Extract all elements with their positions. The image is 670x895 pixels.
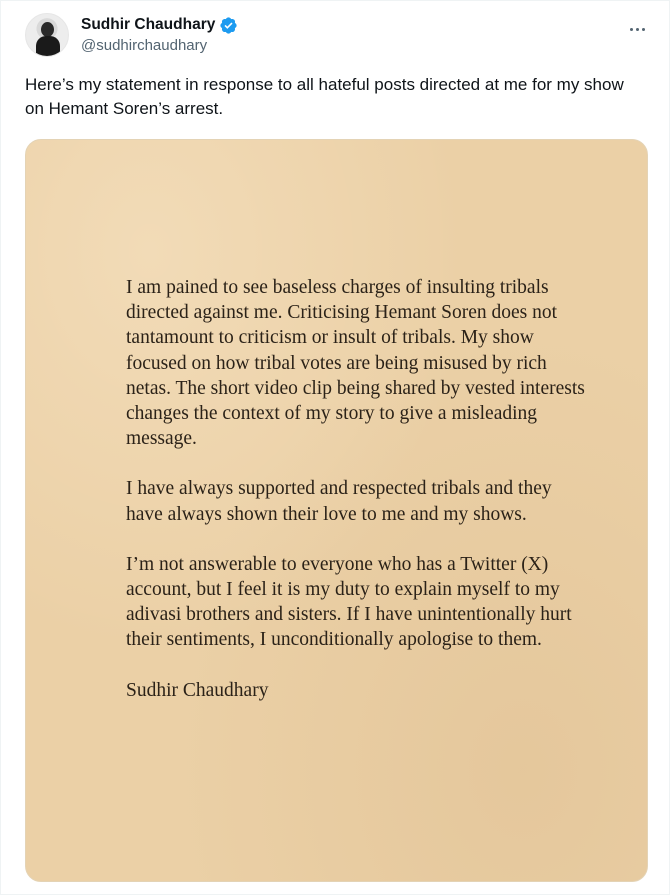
author-handle[interactable]: @sudhirchaudhary [81, 37, 208, 54]
avatar-body-shape [36, 36, 60, 57]
statement-paragraph: I’m not answerable to everyone who has a Twitter (X) account, but I feel it is my duty to explain myself to my adivasi brothers and sisters. If I have unintentionally hurt their sentiments, I unconditionally apologise to them. [126, 553, 572, 651]
statement-signature: Sudhir Chaudhary [126, 679, 269, 701]
author-name-row [81, 14, 238, 36]
more-dot [642, 28, 645, 31]
avatar-head-shape [41, 22, 54, 37]
author-display-name[interactable]: Sudhir Chaudhary [81, 16, 216, 33]
avatar[interactable] [25, 13, 69, 57]
more-dot [636, 28, 639, 31]
statement-paragraph: I have always supported and respected tribals and they have always shown their love to me and my shows. [126, 478, 552, 525]
more-options-icon[interactable] [625, 19, 649, 39]
statement-image[interactable] [25, 139, 648, 882]
statement-letter [126, 275, 586, 728]
author-names [81, 14, 238, 54]
post-text: Here’s my statement in response to all hateful posts directed at me for my show on Hemant Soren’s arrest. [25, 75, 624, 118]
post-header [25, 13, 651, 61]
more-dot [630, 28, 633, 31]
statement-paragraph: I am pained to see baseless charges of insulting tribals directed against me. Criticising Hemant Soren does not tantamount to criticism or insult of tribals. My show focused on how tribal votes are being misused by rich netas. The short video clip being shared by vested interests changes the context of my story to give a misleading message. [126, 277, 585, 450]
verified-badge-icon[interactable] [219, 16, 238, 35]
